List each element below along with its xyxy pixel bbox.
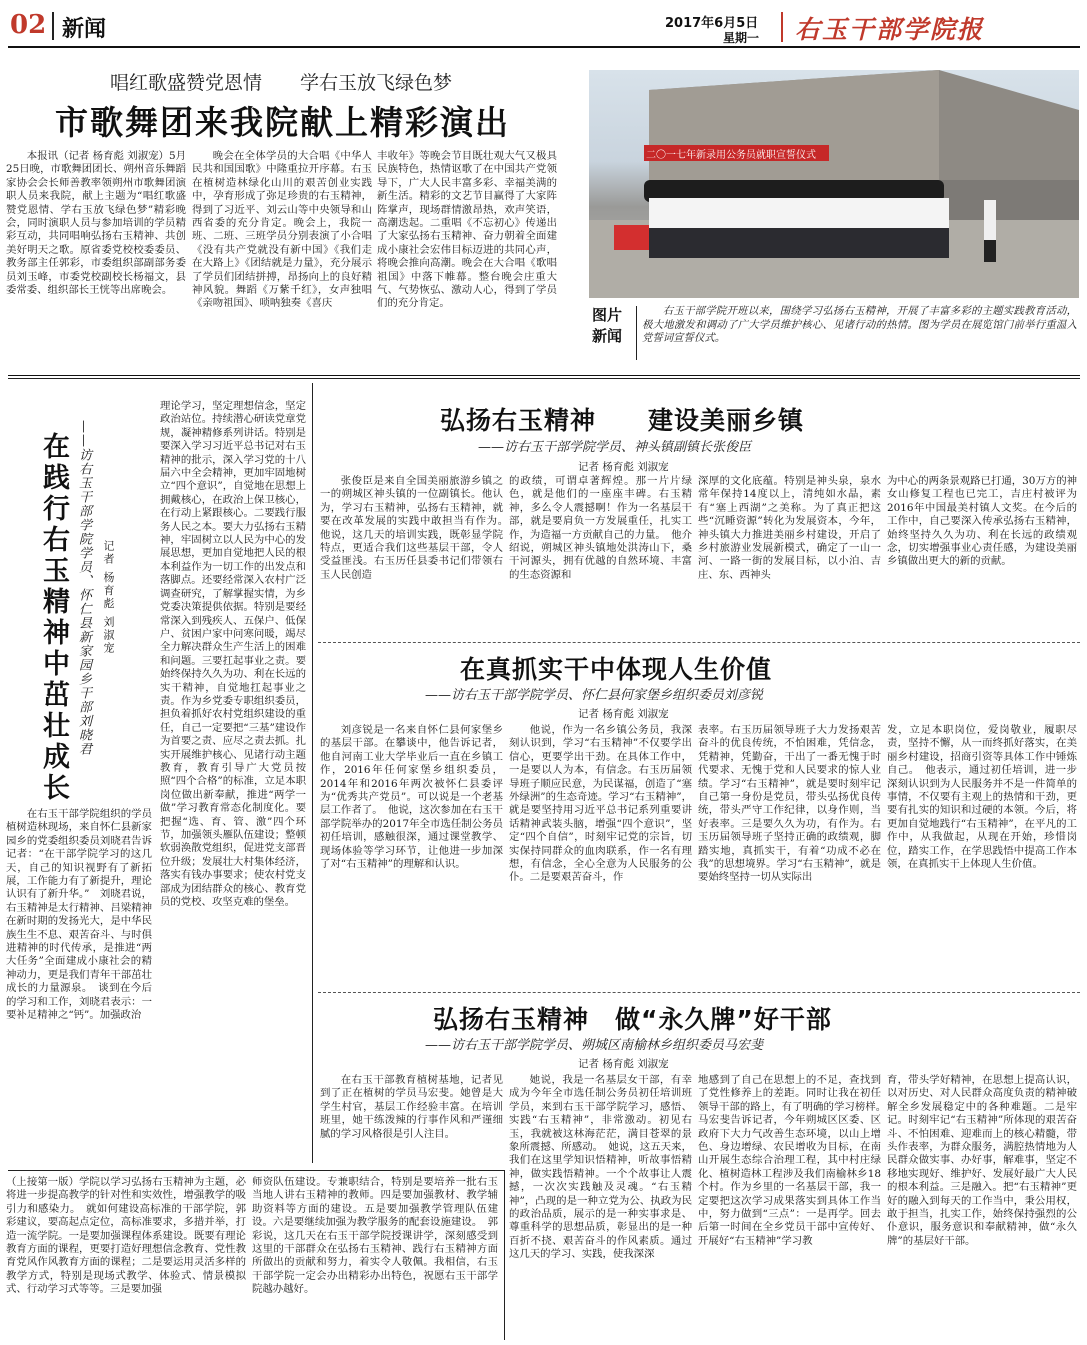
story3-col-2: 他说，作为一名乡镇公务员，我深刻认识到，学习“右玉精神”不仅要学出信心，更要学出干劲。在具体工作中，一是要以人为本，有信念。右玉历届领导班子顺应民意，为民谋福，创造了“塞外绿洲”的生态奇迹。学习“右玉精神”，就是要坚持用习近平总书记系列重要讲话精神武装头脑，增强“四个意识”，坚定“四个自信”，时刻牢记党的宗旨，切实保持同群众的血肉联系，作一名有理想，有信念，全心全意为人民服务的公仆。二是要艰苦奋斗，作 [509,724,692,884]
lead-headline: 市歌舞团来我院献上精彩演出 [55,103,510,142]
photo-scene [589,70,1079,298]
story4-col-4: 育，带头学好精神，在思想上提高认识，以对历史、对人民群众高度负责的精神破解全乡发展稳定中的各种难题。二是牢记。时刻牢记“右玉精神”所体现的艰苦奋斗、不怕困难、迎难而上的核心精髓，带头作表率，为群众服务，满腔热情地为人民群众做实事、办好事，解难事，坚定不移地实现好、维护好、发展好最广大人民的根本利益。三是融入。把“右玉精神”更好的融入到每天的工作当中，秉公用权，敢于担当，扎实工作，始终保持强烈的公仆意识，服务意识和奉献精神，做“永久牌”的基层好干部。 [887,1074,1077,1247]
left-story-byline: 记者 杨育彪 刘淑宠 [102,540,115,655]
story2-byline: 记者 杨育彪 刘淑宠 [578,461,669,473]
story3-col-1: 刘彦锐是一名来自怀仁县何家堡乡的基层干部。在攀谈中，他告诉记者，他自河南工业大学毕业后一直在乡镇工作，2016年任何家堡乡组织委员，2014年和2016年两次被怀仁县委评为“优秀共产党员”。可以说是一个老基层工作者了。 他说，这次参加在右玉干部学院举办的2017年全市选任制公务员初任培训，感触很深，通过课堂教学、现场体验等学习环节，让他进一步加深了对“右玉精神”的理解和认识。 [320,724,503,871]
story3-byline: 记者 杨育彪 刘淑宠 [578,708,669,720]
photo-label: 图片新闻 [592,306,623,345]
section-title: 新闻 [62,17,107,42]
issue-date: 2017年6月5日 [665,16,759,31]
section-rule-1 [8,375,1080,376]
page-number: 02 [10,10,47,40]
lead-column-3: 丰收年》等晚会节目既壮观大气又极具民族特色，热情讴歌了在中国共产党领导下，广大人民丰富多彩、幸福美满的新生活。精彩的文艺节目赢得了大家阵阵掌声，现场群情激昂热，欢声笑语，高潮迭起。二重唱《不忘初心》传递出了大家弘扬右玉精神、奋力朝着全面建成小康社会宏伟目标迈进的共同心声，将晚会推向高潮。晚会在大合唱《歌唱祖国》中落下帷幕。整台晚会庄重大气、气势恢弘、激动人心，得到了学员们的充分肯定。 [377,150,557,310]
continued-col-1: （上接第一版）学院以学习弘扬右玉精神为主题，必将进一步提高教学的针对性和实效性，增强教学的吸引力和感染力。 就如何建设高标准的干部学院，郭彩建议，要高起点定位，高标准要求，多措并举，打造一流学院。一是要加强课程体系建设。既要有理论教育方面的课程，更要打造好理想信念教育、党性教育党风作风教育方面的课程；二是要运用灵活多样的教学方式，特别是现场式教学、体验式、情景模拟式、行动学习式等等。三是要加强 [6,1176,246,1296]
story4-headline: 弘扬右玉精神 做“永久牌”好干部 [433,1005,832,1034]
news-photo [589,70,1079,298]
lead-column-2: 晚会在全体学员的大合唱《中华人民共和国国歌》中隆重拉开序幕。右玉在植树造林绿化山川的艰苦创业实践中，孕育形成了弥足珍贵的右玉精神，得到了习近平、刘云山等中央领导和山西省委的充分肯定。晚会上，我院一班、二班、三班学员分别表演了小合唱《没有共产党就没有新中国》《我们走在大路上》《团结就是力量》，充分展示了学员们团结拼搏，昂扬向上的良好精神风貌。舞蹈《万紫千红》，女声独唱《亲吻祖国》、唢呐独奏《喜庆 [192,150,372,310]
story4-col-3: 地感到了自己在思想上的不足，查找到了党性修养上的差距。同时让我在初任领导干部的路上，有了明确的学习榜样。 马宏斐告诉记者，今年朔城区区委、区政府下大力气改善生态环境，以山上增色、身边增绿、农民增收为目标，在南山开展生态综合治理工程，其中村庄绿化、植树造林工程涉及我们南榆林乡18个村。作为乡里的一名基层干部，我一定要把这次学习成果落实到具体工作当中，努力做到“三点”：一是再学。回去后第一时间在全乡党员干部中宣传好、开展好“右玉精神”学习教 [698,1074,881,1247]
header-rule [8,46,1080,48]
story4-byline: 记者 杨育彪 刘淑宠 [578,1058,669,1070]
story3-subtitle: ——访右玉干部学院学员、怀仁县何家堡乡组织委员刘彦锐 [425,688,764,703]
story3-col-4: 发，立足本职岗位，爱岗敬业，履职尽责，坚持不懈，从一而终抓好落实，在美丽乡村建设，招商引资等具体工作中锤炼自己。 他表示，通过初任培训，进一步深刻认识到为人民服务并不是一件简单的事情，不仅要有主观上的热情和干劲，更要有扎实的知识和过硬的本领。今后，将更加自觉地践行“右玉精神”，在平凡的工作中，从我做起，从现在开始，珍惜岗位，踏实工作，在学思践悟中提高工作本领，在真抓实干上体现人生价值。 [887,724,1077,871]
left-story-headline: 在践行右玉精神中茁壮成长 [38,432,69,804]
photo-caption: 右玉干部学院开班以来，围绕学习弘扬右玉精神，开展了丰富多彩的主题实践教育活动，极大地激发和调动了广大学员维护核心、见诸行动的热情。图为学员在展览馆门前举行重温入党誓词宣誓仪式。 [642,305,1077,345]
lead-kicker: 唱红歌盛赞党恩情 学右玉放飞绿色梦 [110,72,453,94]
issue-weekday: 星期一 [723,31,760,45]
left-column-b: 理论学习，坚定理想信念，坚定政治站位。持续潜心研读党章党规，凝神精修系列讲话。特别是要深入学习习近平总书记对右玉精神的批示，深入学习党的十八届六中全会精神，更加牢固地树立“四个意识”，自觉地在思想上拥戴核心，在政治上保卫核心，在行动上紧跟核心。二要践行服务人民之本。要大力弘扬右玉精神，牢固树立以人民为中心的发展思想，更加自觉地把人民的根本利益作为一切工作的出发点和落脚点。还要经常深入农村广泛调查研究，了解掌握实情，为乡党委决策提供依据。特别是要经常深入到残疾人、五保户、低保户、贫困户家中问寒问暖，竭尽全力解决群众生产生活上的困难和问题。三要扛起事业之责。要始终保持久久为功、利在长远的实干精神，自觉地扛起事业之责。作为乡党委专职组织委员，担负着抓好农村党组织建设的重任，自己一定要把“三基”建设作为首要之责、应尽之责去抓。扎实开展维护核心、见诸行动主题教育，教育引导广大党员按照“四个合格”的标准，立足本职岗位做出新奉献，推进“两学一做”学习教育常态化制度化。要把握“选、育、管、激”四个环节，加强领头雁队伍建设；整顿软弱涣散党组织，促进党支部晋位升级；发展壮大村集体经济，落实有钱办事要求；使农村党支部成为团结群众的核心、教育党员的党校、攻坚克难的堡垒。 [160,400,306,909]
story3-headline: 在真抓实干中体现人生价值 [460,655,773,684]
story2-col-1: 张俊臣是来自全国美丽旅游乡镇之一的朔城区神头镇的一位副镇长。他认为，学习右玉精神，弘扬右玉精神，就要在改革发展的实践中敢担当有作为。 他说，这几天的培训实践，既彰显学院特点，更适合我们这些基层干部，令人受益匪浅。右玉历任县委书记们带领右玉人民创造 [320,475,503,581]
story2-headline: 弘扬右玉精神 建设美丽乡镇 [440,406,805,435]
story2-subtitle: ——访右玉干部学院学员、神头镇副镇长张俊臣 [478,440,752,455]
story4-col-1: 在右玉干部教育植树基地，记者见到了正在植树的学员马宏斐。她曾是大学生村官，基层工作经验丰富。在培训班里，她干练泼辣的行事作风和严谨细腻的学习风格很是引人注目。 [320,1074,503,1140]
left-column-a: 在右玉干部学院组织的学员植树造林现场，来自怀仁县新家园乡的党委组织委员刘晓君告诉记者：“在干部学院学习的这几天，自己的知识视野有了新拓展，工作能力有了新提升，理论认识有了新升华。” 刘晓君说，右玉精神是太行精神、吕梁精神在新时期的发扬光大，是中华民族生生不息、艰苦奋斗、与时俱进精神的时代传承，是推进“两大任务”全面建成小康社会的精神动力，更是我们青年干部茁壮成长的力量源泉。 谈到在今后的学习和工作，刘晓君表示：一要补足精神之“钙”。加强政治 [6,808,152,1022]
continued-col-2: 师资队伍建设。专兼职结合，特别是要培养一批右玉当地人讲右玉精神的教师。四是要加强教材、教学辅助资料等方面的建设。五是要加强教学管理队伍建设。六是要继续加强为教学服务的配套设施建设。 郭彩说，这几天在右玉干部学院授课讲学，深刻感受到这里的干部群众在弘扬右玉精神、践行右玉精神方面所做出的贡献和努力，着实令人敬佩。我相信，右玉干部学院一定会办出精彩办出特色，祝愿右玉干部学院越办越好。 [252,1176,498,1296]
photo-banner: 二〇一七年新录用公务员就职宣誓仪式 [646,150,816,161]
lead-column-1: 本报讯（记者 杨育彪 刘淑宠）5月25日晚，市歌舞团团长、朔州音乐舞蹈家协会会长师善教率领朔州市歌舞团演职人员来我院，献上主题为“唱红歌盛赞党恩情、学右玉放飞绿色梦”精彩晚会，同时演职人员与参加培训的学员精彩互动，共同唱响弘扬右玉精神、共创美好明天之歌。原省委党校校委委员、教务部主任郭彩，市委组织部副部务委员刘玉峰，市委党校副校长杨福文，县委常委、组织部长王恍等出席晚会。 [6,150,186,297]
story4-col-2: 她说，我是一名基层女干部，有幸成为今年全市选任制公务员初任培训班学员，来到右玉干部学院学习，感悟、实践“右玉精神”，非常激动。初见右玉，我就被这林海茫茫，满目苍翠的景象所震撼、所感动。 她说，这五天来，我们在这里学知识悟精神，听故事悟精神，做实践悟精神。一个个故事让人震撼，一次次实践触及灵魂。“右玉精神”，凸现的是一种立党为公、执政为民的政治品质，展示的是一种实事求是、尊重科学的思想品质，彰显出的是一种百折不挠、艰苦奋斗的作风素质。通过这几天的学习、实践，使我深深 [509,1074,692,1261]
left-story-subtitle: ——访右玉干部学院学员、怀仁县新家园乡干部刘晓君 [76,420,91,756]
story2-col-2: 的政绩，可谓卓著辉煌。那一片片绿色，就是他们的一座座丰碑。右玉精神，多么令人震撼啊！作为一名基层干部，就是要肩负一方发展重任，扎实工作，为造福一方贡献自己的力量。 他介绍说，朔城区神头镇地处洪涛山下，桑干河源头，拥有优越的自然环境、丰富的生态资源和 [509,475,692,581]
story2-col-4: 为中心的两条景观路已打通，30万方的神女山修复工程也已完工，吉庄村被评为2016年中国最美村镇人文奖。在今后的工作中，自己要深入传承弘扬右玉精神，始终坚持久久为功、利在长远的政绩观念，切实增强事业心责任感，为建设美丽乡镇做出更大的新的贡献。 [887,475,1077,568]
masthead-logo: 右玉干部学院报 [795,15,985,44]
story3-col-3: 表率。右玉历届领导班子大力发扬艰苦奋斗的优良传统，不怕困难，凭信念，凭精神，凭勤奋，干出了一番无愧于时代要求、无愧于党和人民要求的惊人业绩。学习“右玉精神”，就是要时刻牢记自己第一身份是党员，带头弘扬优良传统，带头严守工作纪律，以身作则，当好表率。三是要久久为功，有作为。右玉历届领导班子坚持正确的政绩观，脚踏实地，真抓实干，有着“功成不必在我”的思想境界。学习“右玉精神”，就是要始终坚持一切从实际出 [698,724,881,884]
story4-subtitle: ——访右玉干部学院学员、朔城区南榆林乡组织委员马宏斐 [425,1038,764,1053]
story2-col-3: 深厚的文化底蕴。特别是神头泉，泉水常年保持14度以上，清纯如水晶，素有“塞上西湖”之美称。为了真正把这些“沉睡资源”转化为发展资本，今年，神头镇大力推进美丽乡村建设，开启了乡村旅游业发展新模式，确定了一山一河、一路一街的发展目标，以小泊、吉庄、东、西神头 [698,475,881,581]
